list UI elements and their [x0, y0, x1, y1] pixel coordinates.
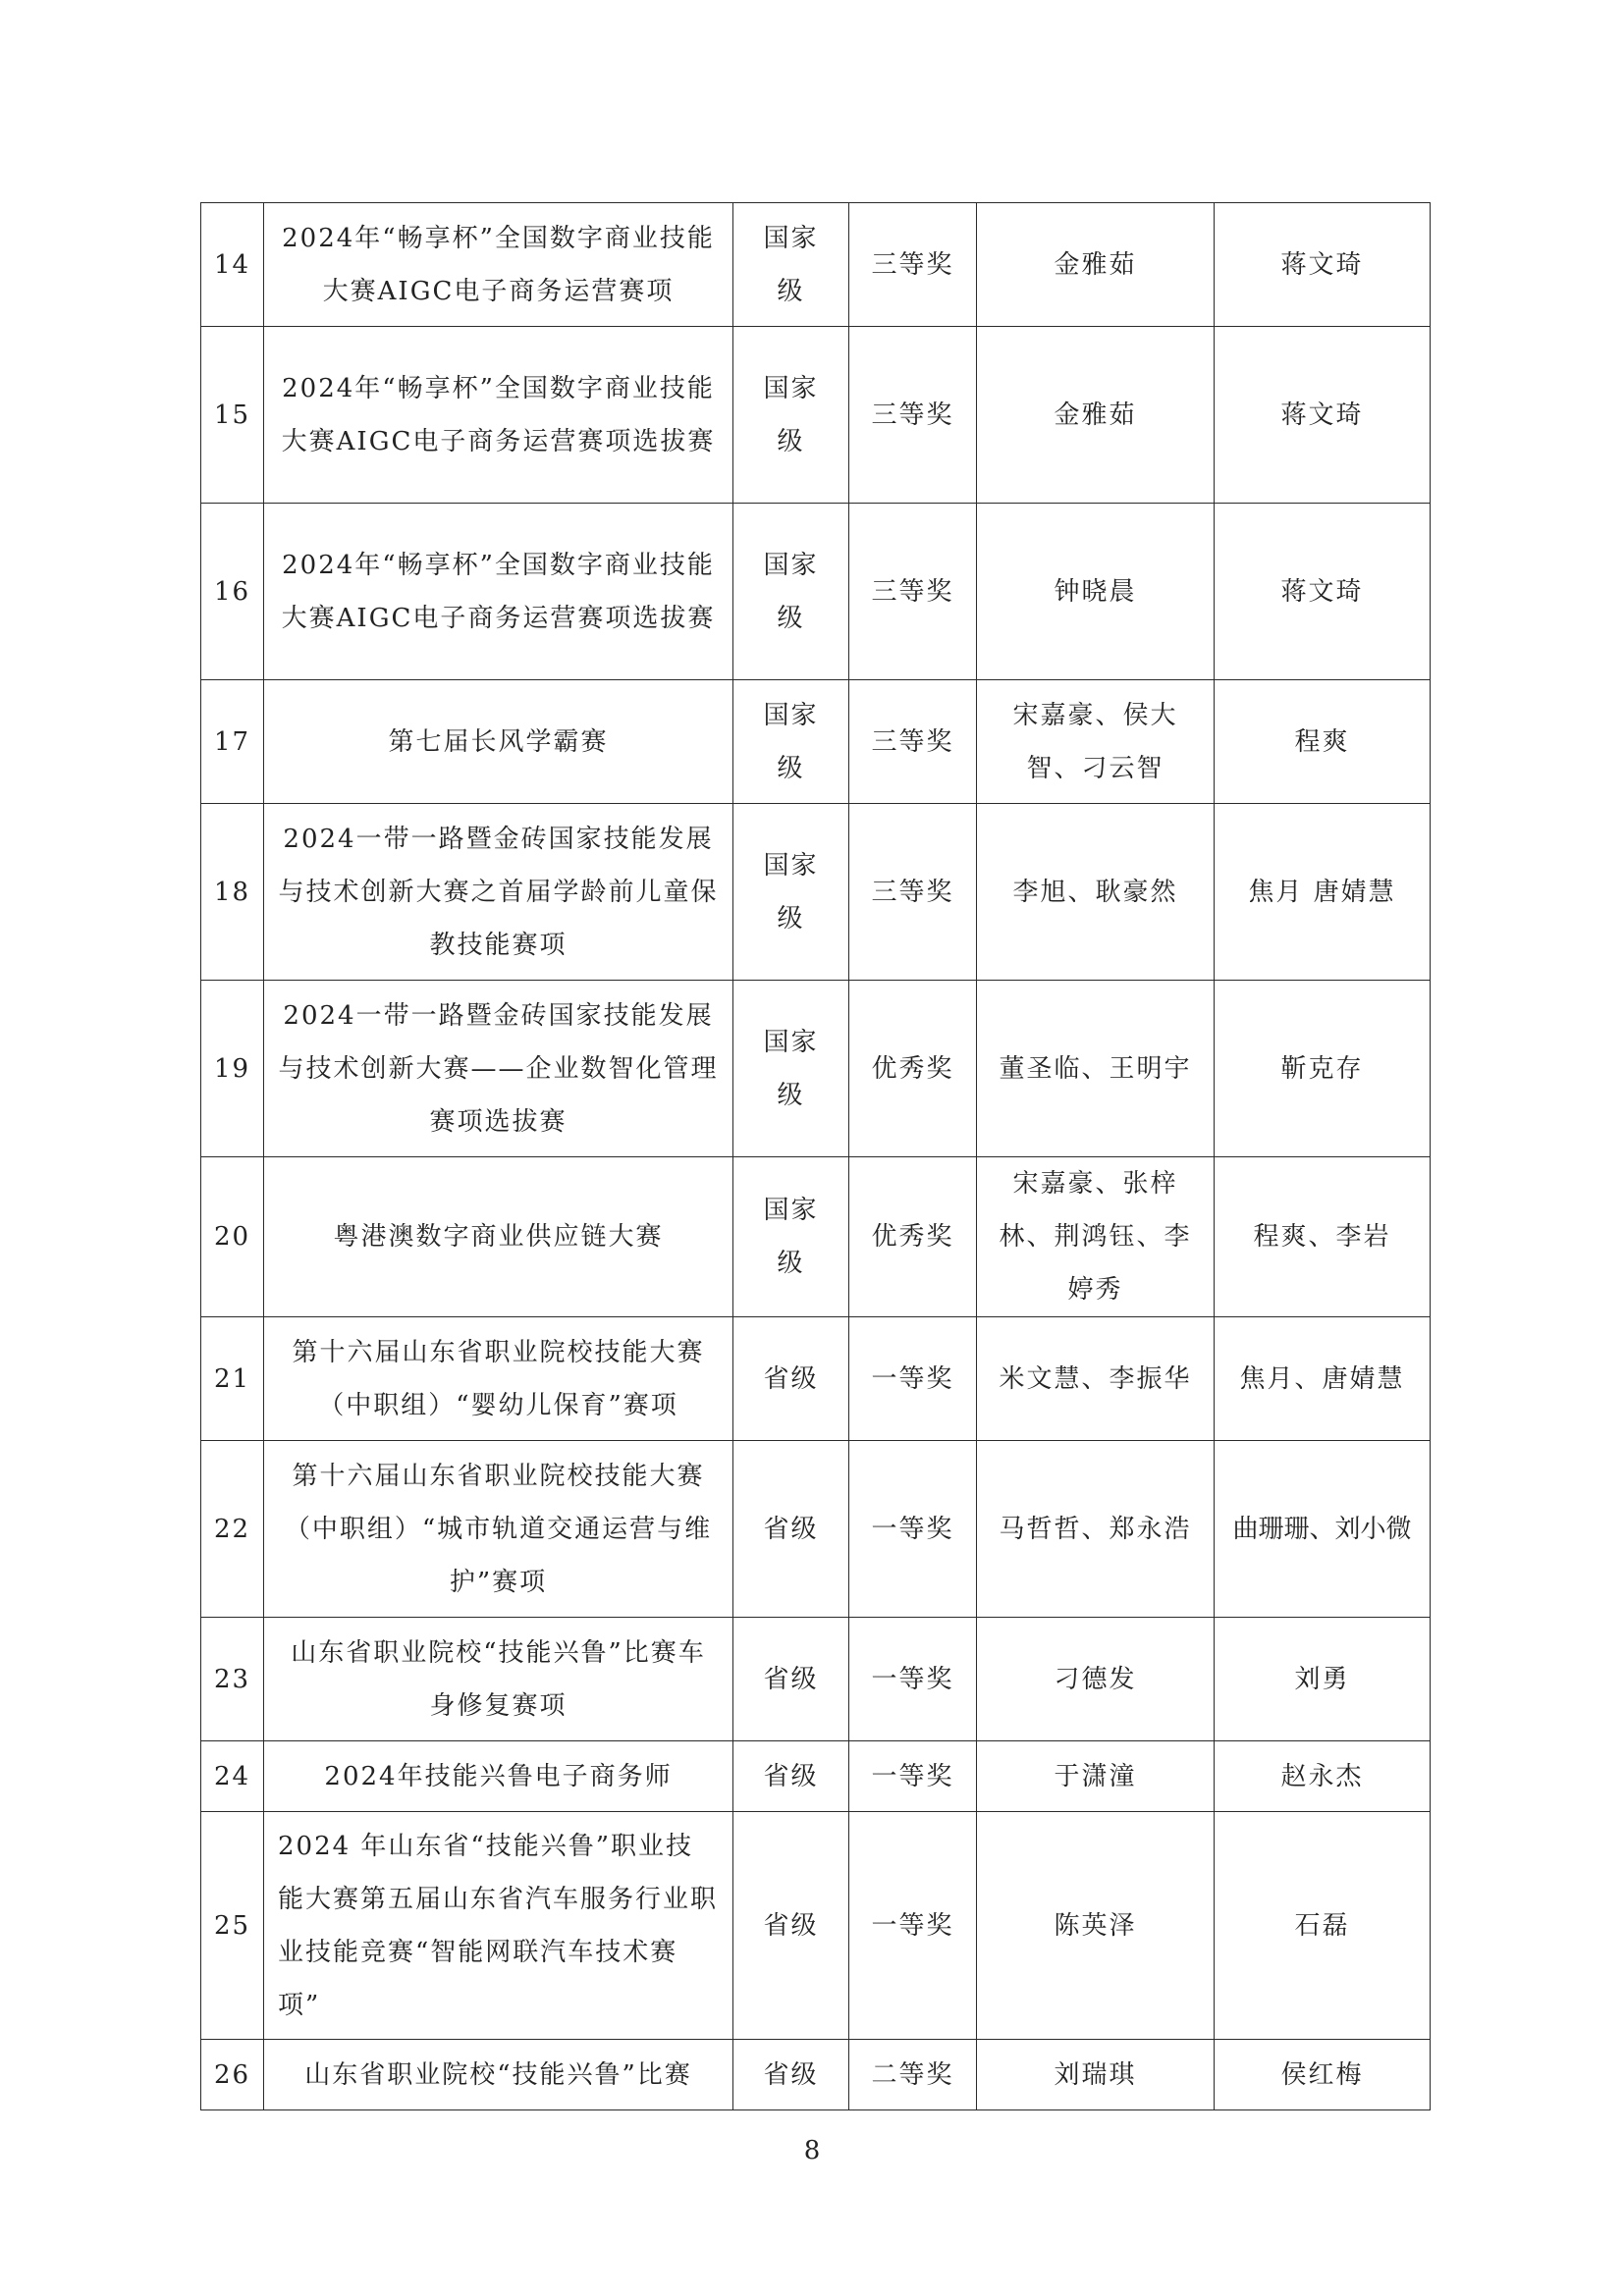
award-level: 省级 — [733, 1317, 849, 1441]
award-level: 国家级 — [763, 550, 819, 633]
student-names: 马哲哲、郑永浩 — [977, 1441, 1215, 1618]
table-row — [201, 504, 1431, 680]
table-row — [201, 981, 1431, 1157]
table-row — [201, 1618, 1431, 1741]
student-names: 董圣临、王明宇 — [977, 981, 1215, 1157]
student-names: 李旭、耿豪然 — [977, 804, 1215, 981]
award-level: 省级 — [733, 2040, 849, 2110]
row-number: 22 — [201, 1441, 264, 1618]
student-names: 钟晓晨 — [977, 504, 1215, 680]
row-number: 26 — [201, 2040, 264, 2110]
teacher-names: 侯红梅 — [1215, 2040, 1431, 2110]
award-level: 省级 — [733, 1441, 849, 1618]
row-number: 20 — [201, 1157, 264, 1317]
teacher-names: 焦月、唐婧慧 — [1215, 1317, 1431, 1441]
row-number: 14 — [201, 203, 264, 327]
table-row — [201, 1317, 1431, 1441]
row-number: 18 — [201, 804, 264, 981]
award-grade: 二等奖 — [849, 2040, 977, 2110]
award-level: 国家级 — [763, 1027, 819, 1110]
table-row — [201, 1157, 1431, 1317]
award-grade: 三等奖 — [849, 680, 977, 804]
student-names: 金雅茹 — [977, 203, 1215, 327]
row-number: 24 — [201, 1741, 264, 1812]
award-level: 国家级 — [763, 373, 819, 456]
event-name: 粤港澳数字商业供应链大赛 — [333, 1222, 664, 1252]
table-row — [201, 2040, 1431, 2110]
teacher-names: 程爽、李岩 — [1215, 1157, 1431, 1317]
award-grade: 一等奖 — [849, 1317, 977, 1441]
teacher-names: 赵永杰 — [1215, 1741, 1431, 1812]
award-grade: 优秀奖 — [849, 1157, 977, 1317]
teacher-names: 靳克存 — [1215, 981, 1431, 1157]
row-number: 19 — [201, 981, 264, 1157]
teacher-names: 程爽 — [1215, 680, 1431, 804]
row-number: 23 — [201, 1618, 264, 1741]
table-row — [201, 1741, 1431, 1812]
teacher-names: 焦月 唐婧慧 — [1215, 804, 1431, 981]
event-name: 2024一带一路暨金砖国家技能发展与技术创新大赛——企业数智化管理赛项选拔赛 — [278, 1000, 719, 1137]
student-names: 于潇潼 — [977, 1741, 1215, 1812]
teacher-names: 刘勇 — [1215, 1618, 1431, 1741]
table-row — [201, 203, 1431, 327]
teacher-names: 曲珊珊、刘小微 — [1215, 1441, 1431, 1618]
event-name: 2024年“畅享杯”全国数字商业技能大赛AIGC电子商务运营赛项选拔赛 — [281, 373, 716, 456]
student-names: 金雅茹 — [977, 327, 1215, 504]
event-name: 2024年“畅享杯”全国数字商业技能大赛AIGC电子商务运营赛项选拔赛 — [281, 550, 716, 633]
row-number: 17 — [201, 680, 264, 804]
award-grade: 一等奖 — [849, 1441, 977, 1618]
table-row — [201, 680, 1431, 804]
award-grade: 三等奖 — [849, 203, 977, 327]
award-level: 国家级 — [763, 700, 819, 783]
award-level: 国家级 — [763, 1196, 819, 1278]
row-number: 15 — [201, 327, 264, 504]
row-number: 16 — [201, 504, 264, 680]
teacher-names: 石磊 — [1215, 1812, 1431, 2040]
student-names: 刘瑞琪 — [977, 2040, 1215, 2110]
event-name: 2024年“畅享杯”全国数字商业技能大赛AIGC电子商务运营赛项 — [282, 223, 715, 306]
award-level: 国家级 — [763, 850, 819, 934]
award-level: 省级 — [733, 1741, 849, 1812]
award-grade: 优秀奖 — [849, 981, 977, 1157]
student-names: 陈英泽 — [977, 1812, 1215, 2040]
teacher-names: 蒋文琦 — [1215, 203, 1431, 327]
award-grade: 三等奖 — [849, 504, 977, 680]
table-row — [201, 327, 1431, 504]
student-names: 宋嘉豪、侯大智、刁云智 — [1012, 700, 1178, 783]
event-name: 第十六届山东省职业院校技能大赛（中职组）“城市轨道交通运营与维护”赛项 — [284, 1461, 713, 1597]
event-name: 2024年技能兴鲁电子商务师 — [324, 1761, 673, 1791]
award-grade: 三等奖 — [849, 804, 977, 981]
page-number: 8 — [803, 2136, 821, 2165]
student-names: 米文慧、李振华 — [977, 1317, 1215, 1441]
table-row — [201, 804, 1431, 981]
event-name: 山东省职业院校“技能兴鲁”比赛 — [304, 2059, 692, 2090]
awards-table — [200, 202, 1431, 2110]
table-row — [201, 1812, 1431, 2040]
award-grade: 一等奖 — [849, 1741, 977, 1812]
student-names: 刁德发 — [977, 1618, 1215, 1741]
award-grade: 一等奖 — [849, 1618, 977, 1741]
award-grade: 三等奖 — [849, 327, 977, 504]
event-name: 山东省职业院校“技能兴鲁”比赛车身修复赛项 — [291, 1637, 706, 1721]
award-grade: 一等奖 — [849, 1812, 977, 2040]
teacher-names: 蒋文琦 — [1215, 504, 1431, 680]
teacher-names: 蒋文琦 — [1215, 327, 1431, 504]
event-name: 2024 年山东省“技能兴鲁”职业技能大赛第五届山东省汽车服务行业职业技能竞赛“智能网联汽车技术赛项” — [278, 1831, 719, 2020]
event-name: 第十六届山东省职业院校技能大赛（中职组）“婴幼儿保育”赛项 — [292, 1337, 705, 1420]
award-level: 省级 — [733, 1618, 849, 1741]
student-names: 宋嘉豪、张梓林、荆鸿钰、李婷秀 — [999, 1169, 1192, 1305]
event-name: 第七届长风学霸赛 — [388, 726, 609, 757]
table-row — [201, 1441, 1431, 1618]
award-level: 省级 — [733, 1812, 849, 2040]
row-number: 21 — [201, 1317, 264, 1441]
row-number: 25 — [201, 1812, 264, 2040]
award-level: 国家级 — [763, 223, 819, 306]
event-name: 2024一带一路暨金砖国家技能发展与技术创新大赛之首届学龄前儿童保教技能赛项 — [278, 824, 719, 960]
